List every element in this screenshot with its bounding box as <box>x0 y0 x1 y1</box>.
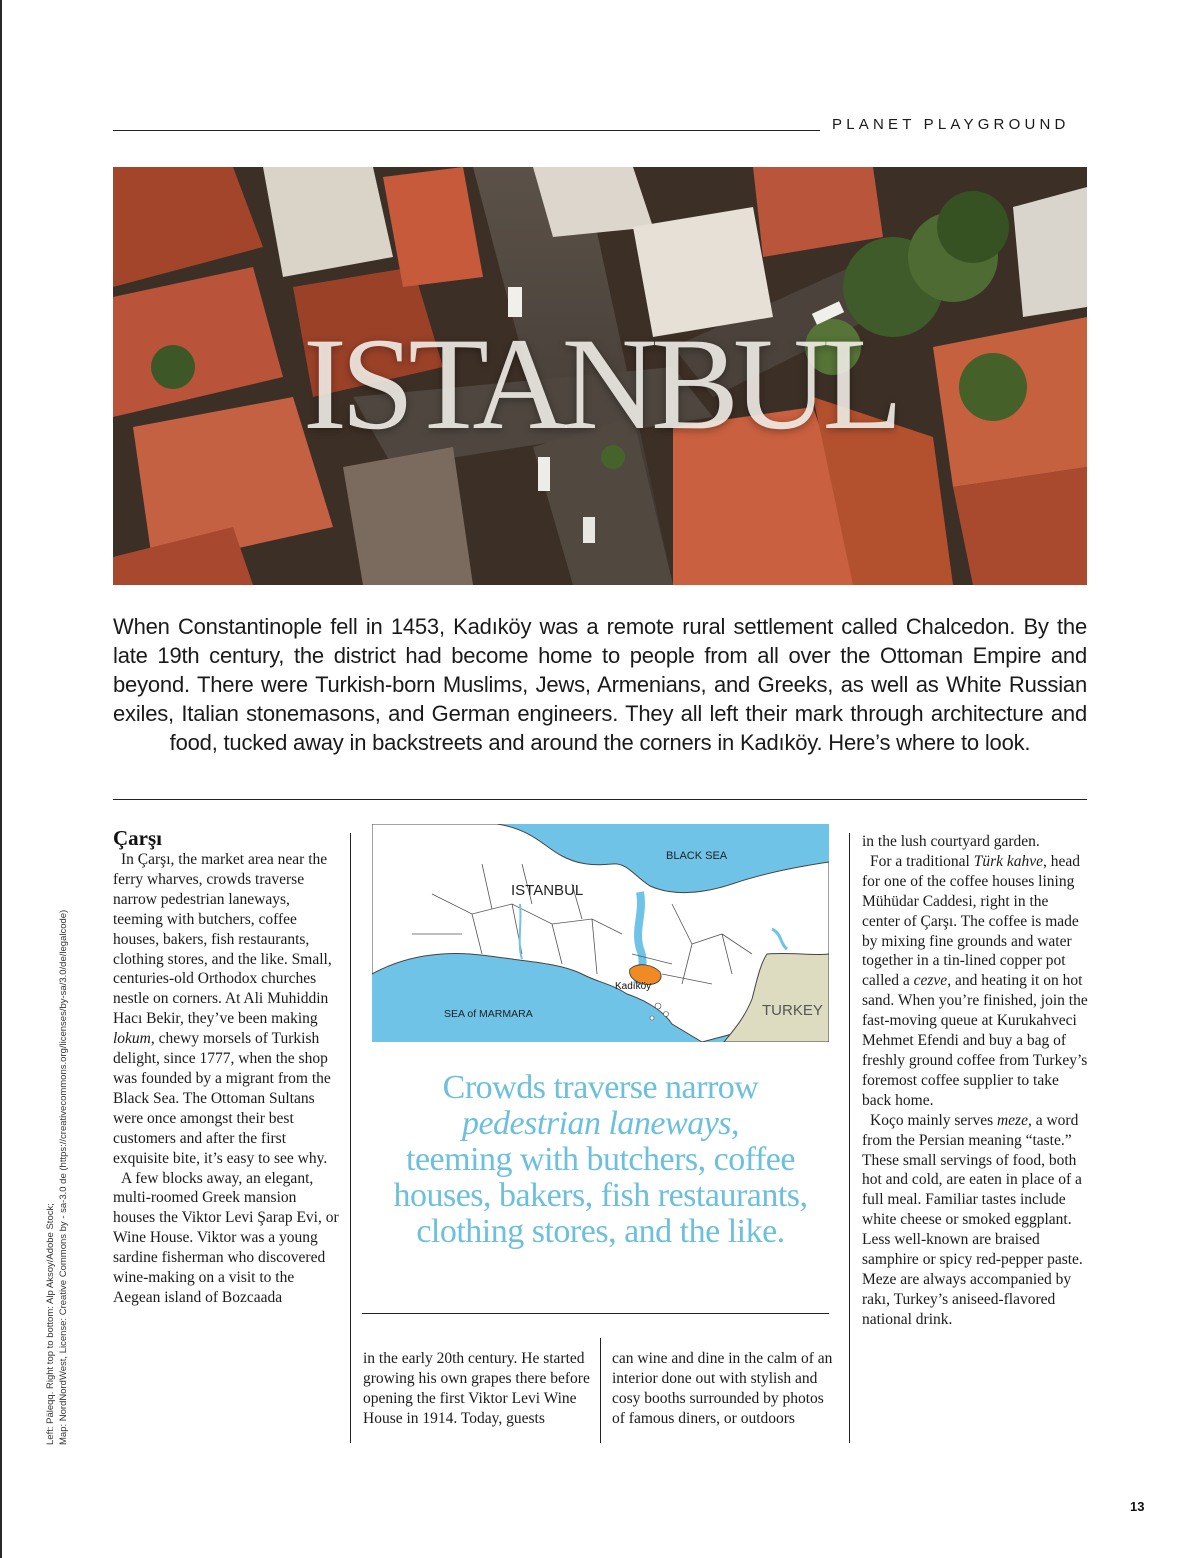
map-graphic <box>372 824 829 1042</box>
text: , chewy morsels of Turkish delight, since 1777, when the shop was founded by a migrant from the Black Sea. The Ottoman Sultans were once amongst their best customers and after the first exquisite bite, it’s easy to see why. <box>113 1030 331 1167</box>
paragraph <box>113 1169 339 1308</box>
photo-credit-line-1: Left: Päleqq. Right top to bottom: Alp Aksoy/Adobe Stock; <box>45 1203 56 1445</box>
map-island <box>650 1016 654 1020</box>
column-rule <box>600 1338 601 1443</box>
pull-quote-italic: pedestrian laneways <box>461 1105 732 1142</box>
map-island <box>664 1012 669 1017</box>
header-rule <box>113 130 820 131</box>
pull-quote <box>372 1070 829 1250</box>
paragraph: in the early 20th century. He started growing his own grapes there before opening the first Viktor Levi Wine House in 1914. Today, guests <box>363 1350 590 1427</box>
intro-rule <box>113 799 1087 800</box>
text: , head for one of the coffee houses lining Mühüdar Caddesi, right in the center of Çarşı. The coffee is made by mixing fine grounds and water together in a tin-lined copper pot called a <box>862 852 1081 990</box>
article-column-2 <box>363 1349 593 1429</box>
text: For a traditional <box>870 852 974 870</box>
pull-quote-text: , <box>731 1105 740 1142</box>
photo-credit <box>44 910 70 1445</box>
italic-term: meze <box>996 1111 1028 1129</box>
map-label-black-sea: BLACK SEA <box>666 850 728 862</box>
article-column-1 <box>113 826 339 1308</box>
map-label-istanbul: ISTANBUL <box>511 882 584 899</box>
paragraph <box>862 1111 1090 1330</box>
text: Koço mainly serves <box>870 1111 997 1129</box>
paragraph: can wine and dine in the calm of an interior done out with stylish and cosy booths surrounded by photos of famous diners, or outdoors <box>612 1350 833 1427</box>
photo-credit-line-2: Map: NordNordWest, License: Creative Commons by - sa-3.0 de (https://creativecommons.org/licenses/by-sa/3.0/de/legalcode) <box>58 909 69 1445</box>
text: In Çarşı, the market area near the ferry wharves, crowds traverse narrow pedestrian laneways, teeming with butchers, coffee houses, bakers, fish restaurants, clothing stores, and the like. Small, centuries-old Orthodox churches nestle on corners. At Ali Muhiddin Hacı Bekir, they’ve been making <box>113 851 332 1028</box>
map-label-sea-of-marmara: SEA of MARMARA <box>444 1008 533 1020</box>
text: , a word from the Persian meaning “taste.” These small servings of food, both hot and cold, are eaten in place of a full meal. Familiar tastes include white cheese or smoked eggplant. Less well-known are braised samphire or spicy red-pepper paste. Meze are always accompanied by rakı, Turkey’s aniseed-flavored national drink. <box>862 1111 1083 1328</box>
article-column-3 <box>612 1349 837 1429</box>
paragraph: in the lush courtyard garden. <box>862 833 1040 850</box>
istanbul-map <box>372 824 829 1042</box>
map-label-kadikoy: Kadıköy <box>615 981 652 992</box>
pull-quote-rule <box>362 1313 829 1314</box>
italic-term: lokum <box>113 1030 151 1048</box>
intro-paragraph: When Constantinople fell in 1453, Kadıköy was a remote rural settlement called Chalcedon. By the late 19th century, the district had become home to people from all over the Ottoman Empire and beyond. There were Turkish-born Muslims, Jews, Armenians, and Greeks, as well as White Russian exiles, Italian stonemasons, and German engineers. They all left their mark through architecture and food, tucked away in backstreets and around the corners in Kadıköy. Here’s where to look. <box>113 614 1087 755</box>
map-label-turkey: TURKEY <box>762 1002 823 1019</box>
hero-photo <box>113 167 1087 585</box>
pull-quote-line <box>372 1106 829 1142</box>
column-rule <box>350 833 351 1443</box>
map-island <box>655 1003 661 1009</box>
article-column-4 <box>862 832 1090 1330</box>
page-number: 13 <box>1130 1499 1145 1514</box>
pull-quote-line: teeming with butchers, coffee houses, bakers, fish restaurants, clothing stores, and the like. <box>393 1141 808 1250</box>
text: , and heating it on hot sand. When you’re finished, join the fast-moving queue at Kurukahveci Mehmet Efendi and buy a bag of freshly ground coffee from Turkey’s foremost coffee supplier to take back home. <box>862 972 1088 1109</box>
paragraph <box>862 852 1090 1111</box>
hero-title: ISTANBUL <box>302 310 898 457</box>
pull-quote-line: Crowds traverse narrow <box>442 1069 759 1106</box>
section-heading: Çarşı <box>113 826 162 850</box>
text: A few blocks away, an elegant, multi-roomed Greek mansion houses the Viktor Levi Şarap Evi, or Wine House. Viktor was a young sardine fisherman who discovered wine-making on a visit to the Aegean island of Bozcaada <box>113 1169 339 1306</box>
section-label: PLANET PLAYGROUND <box>832 116 1070 133</box>
column-rule <box>849 833 850 1443</box>
italic-term: Türk kahve <box>973 852 1044 870</box>
paragraph <box>113 850 339 1169</box>
italic-term: cezve <box>913 972 948 990</box>
page-edge <box>0 0 2 1558</box>
